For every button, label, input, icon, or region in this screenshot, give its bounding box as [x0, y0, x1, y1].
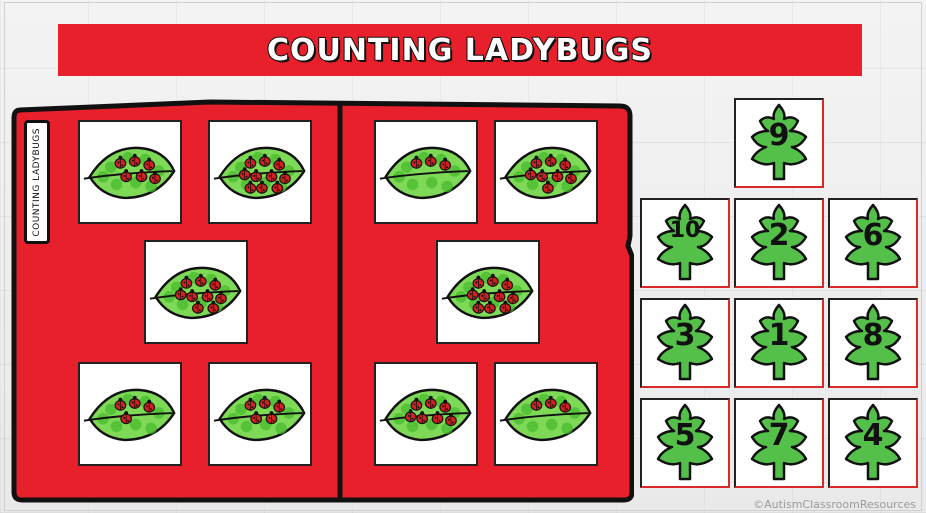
number-label: 7	[768, 418, 790, 453]
number-label: 2	[768, 218, 790, 253]
leaf-icon	[378, 137, 474, 207]
leaf-icon	[148, 257, 244, 327]
leaf-card[interactable]	[144, 240, 248, 344]
number-card[interactable]	[640, 298, 730, 388]
leaf-icon	[212, 379, 308, 449]
number-label: 3	[674, 318, 696, 353]
number-card[interactable]	[828, 198, 918, 288]
number-label: 5	[674, 418, 696, 453]
number-label: 10	[669, 218, 701, 243]
leaf-card[interactable]	[374, 362, 478, 466]
folder-tab	[24, 120, 50, 244]
leaf-card[interactable]	[436, 240, 540, 344]
number-label: 8	[862, 318, 884, 353]
title-banner	[58, 24, 862, 76]
credit-text: ©AutismClassroomResources	[753, 498, 916, 511]
number-label: 9	[768, 118, 790, 153]
folder-tab-label: COUNTING LADYBUGS	[32, 127, 42, 237]
leaf-card[interactable]	[494, 120, 598, 224]
number-card[interactable]	[734, 198, 824, 288]
number-label: 1	[768, 318, 790, 353]
number-card[interactable]	[734, 298, 824, 388]
number-label: 4	[862, 418, 884, 453]
leaf-icon	[498, 379, 594, 449]
leaf-icon	[440, 257, 536, 327]
page-title: COUNTING LADYBUGS	[266, 32, 654, 68]
leaf-card[interactable]	[78, 362, 182, 466]
number-card[interactable]	[828, 298, 918, 388]
leaf-card[interactable]	[208, 362, 312, 466]
number-card[interactable]	[734, 98, 824, 188]
number-card[interactable]	[828, 398, 918, 488]
leaf-card[interactable]	[374, 120, 478, 224]
leaf-icon	[82, 379, 178, 449]
number-card[interactable]	[734, 398, 824, 488]
number-label: 6	[862, 218, 884, 253]
leaf-card[interactable]	[494, 362, 598, 466]
number-card[interactable]	[640, 398, 730, 488]
leaf-icon	[498, 137, 594, 207]
leaf-icon	[378, 379, 474, 449]
leaf-icon	[212, 137, 308, 207]
tree-leaf-icon	[646, 201, 724, 285]
leaf-card[interactable]	[78, 120, 182, 224]
leaf-card[interactable]	[208, 120, 312, 224]
leaf-icon	[82, 137, 178, 207]
number-card[interactable]	[640, 198, 730, 288]
